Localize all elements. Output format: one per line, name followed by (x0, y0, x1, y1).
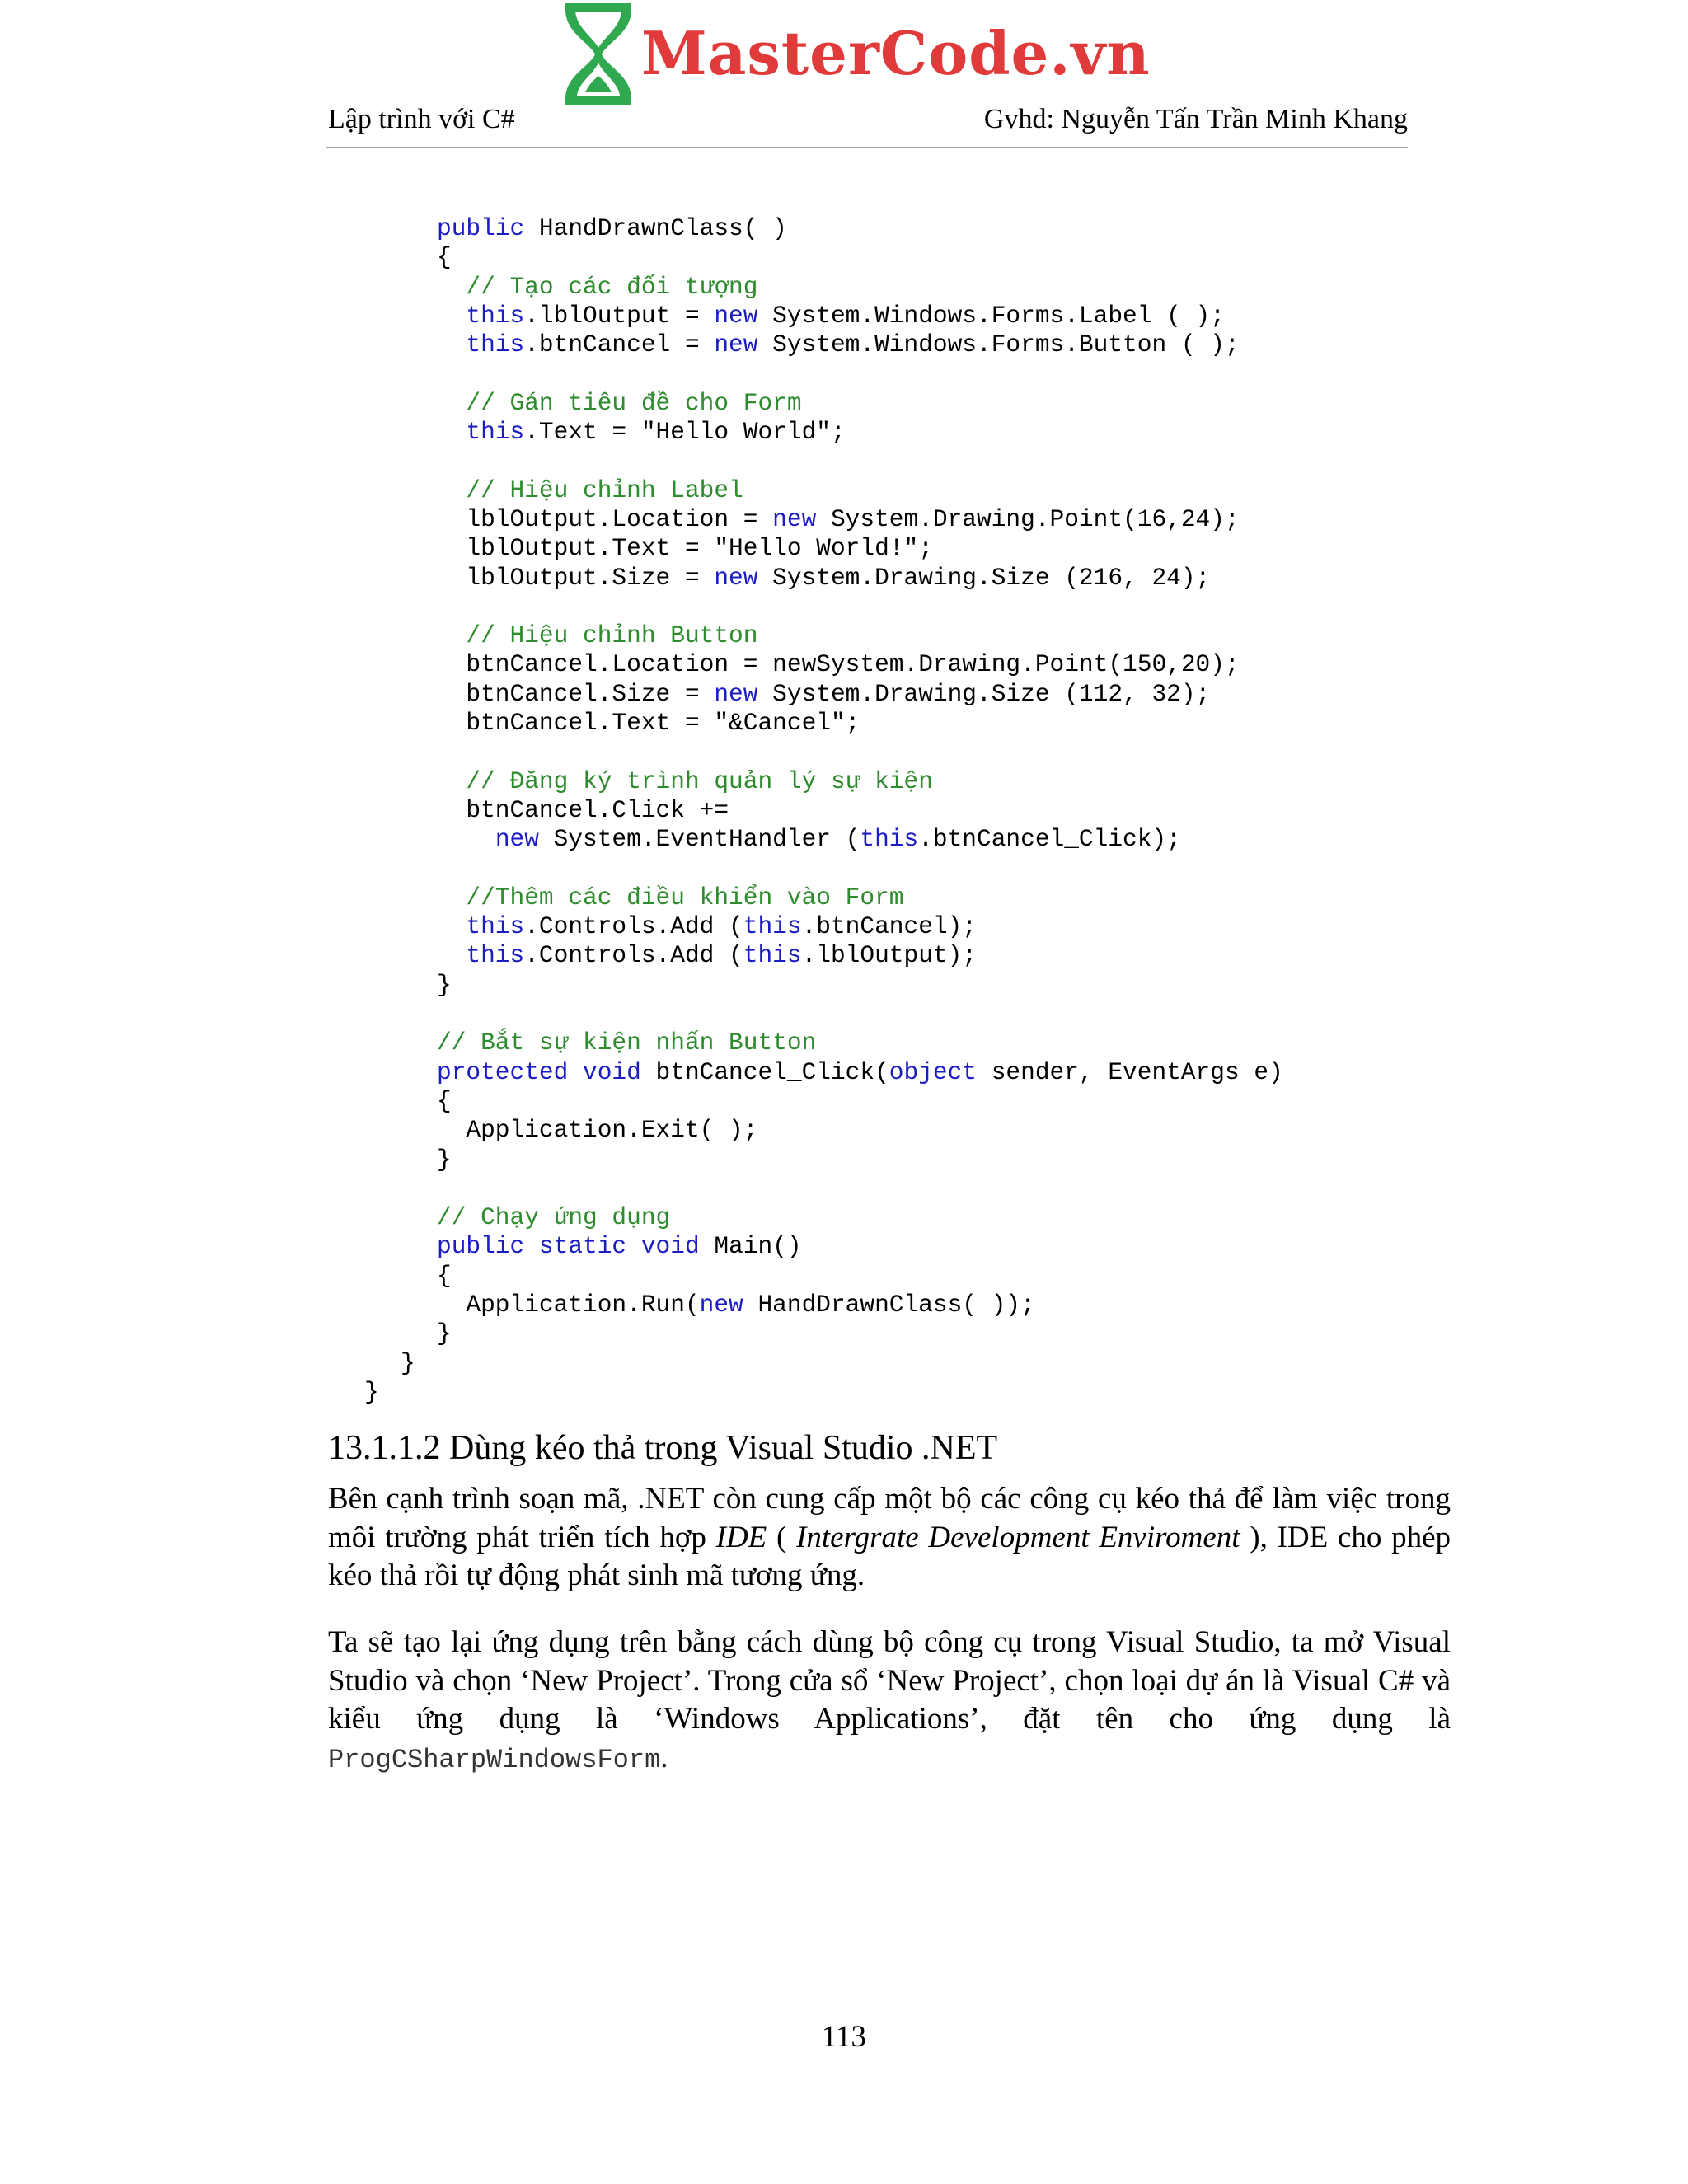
code-line (0, 650, 1688, 679)
code-keyword: void (583, 1057, 641, 1086)
code-line (0, 302, 1688, 330)
code-text: HandDrawnClass( )); (743, 1290, 1035, 1319)
code-line (0, 738, 1688, 766)
code-text: Main() (699, 1232, 802, 1261)
code-text: .btnCancel = (524, 330, 715, 359)
code-text (568, 1058, 583, 1086)
code-keyword: public (437, 214, 525, 242)
code-line (0, 1029, 1688, 1057)
code-line (0, 418, 1688, 447)
code-line (0, 1262, 1688, 1291)
code-text (524, 1232, 539, 1260)
code-line (0, 1058, 1688, 1087)
code-text (437, 941, 466, 969)
code-line (0, 1000, 1688, 1029)
code-line (0, 1349, 1688, 1378)
code-line (0, 564, 1688, 593)
code-keyword: this (860, 825, 919, 854)
code-text (437, 418, 466, 446)
code-comment: //Thêm các điều khiển vào Form (466, 883, 904, 912)
paragraph-new-project (328, 1624, 1451, 1779)
code-keyword: this (466, 912, 525, 941)
text-run: Ta sẽ tạo lại ứng dụng trên bằng cách dùng bộ công cụ trong Visual Studio, ta mở Visual Studio và chọn ‘New Project’. Trong cửa sổ ‘New Project’, chọn loại dự án là Visual C# và kiểu ứng dụng là ‘Windows Applications’, đặt tên cho ứng dụng là (328, 1625, 1451, 1736)
logo (560, 0, 1151, 111)
code-keyword: new (772, 504, 817, 533)
code-text: .Controls.Add ( (524, 941, 743, 970)
code-text: HandDrawnClass( ) (524, 214, 787, 242)
code-line (0, 1232, 1688, 1261)
code-line (0, 621, 1688, 650)
code-line (0, 1203, 1688, 1232)
code-text: .btnCancel_Click); (918, 825, 1181, 854)
code-comment: // Gán tiêu đề cho Form (466, 388, 802, 417)
section-title: 13.1.1.2 Dùng kéo thả trong Visual Studio .NET (328, 1429, 998, 1467)
code-line (0, 912, 1688, 941)
code-line (0, 680, 1688, 709)
code-listing (0, 214, 1688, 1407)
text-run: ( (767, 1520, 797, 1554)
code-line (0, 825, 1688, 854)
header-divider (326, 147, 1408, 148)
code-comment: // Chạy ứng dụng (437, 1203, 671, 1232)
code-line (0, 1087, 1688, 1116)
code-line (0, 359, 1688, 388)
code-text (437, 883, 466, 912)
code-text: sender, EventArgs e) (977, 1057, 1283, 1086)
code-line (0, 214, 1688, 243)
code-keyword: new (714, 301, 758, 330)
code-text (437, 621, 466, 649)
code-line (0, 243, 1688, 272)
code-keyword: this (466, 941, 525, 970)
code-text: btnCancel_Click( (640, 1057, 889, 1086)
code-line (0, 1116, 1688, 1145)
code-text (437, 825, 495, 853)
code-line (0, 273, 1688, 302)
code-line (0, 505, 1688, 534)
code-keyword: new (495, 825, 539, 854)
code-line (0, 593, 1688, 621)
code-keyword: object (889, 1057, 978, 1086)
code-text (437, 476, 466, 504)
code-line (0, 447, 1688, 476)
code-line (0, 389, 1688, 418)
code-comment: // Hiệu chỉnh Label (466, 476, 743, 504)
emphasis-ide: IDE (715, 1520, 767, 1554)
code-keyword: this (466, 301, 525, 330)
header-course-title: Lập trình với C# (328, 104, 515, 134)
page-number: 113 (821, 2020, 867, 2054)
code-keyword: new (699, 1290, 743, 1319)
code-text: .lblOutput = (524, 301, 715, 330)
code-keyword: public (437, 1232, 525, 1261)
code-text: lblOutput.Text = "Hello World!"; (437, 534, 933, 563)
code-line (0, 941, 1688, 970)
code-text: System.Drawing.Size (112, 32); (757, 679, 1211, 708)
code-keyword: new (714, 330, 758, 359)
code-keyword: static (538, 1232, 627, 1261)
code-text: } (437, 970, 452, 999)
code-line (0, 796, 1688, 825)
code-text: } (364, 1377, 379, 1406)
text-run: Bên cạnh trình soạn mã, .NET còn cung cấp một bộ các công cụ kéo thả để làm việc trong môi trường phát triển tích hợp (328, 1482, 1451, 1554)
paragraph-ide-intro (328, 1480, 1451, 1596)
code-text: lblOutput.Size = (437, 563, 715, 592)
code-line (0, 1291, 1688, 1319)
code-comment: // Đăng ký trình quản lý sự kiện (466, 766, 933, 795)
code-text: System.Drawing.Point(16,24); (816, 504, 1240, 533)
text-run: ), IDE cho phép kéo thả rồi tự động phát sinh mã tương ứng. (328, 1520, 1451, 1592)
code-text: Application.Exit( ); (437, 1116, 758, 1145)
code-text: .Text = "Hello World"; (524, 418, 846, 447)
code-text: } (401, 1348, 415, 1377)
code-text (437, 302, 466, 330)
code-keyword: this (466, 418, 525, 447)
code-line (0, 1378, 1688, 1407)
code-text: { (437, 243, 452, 272)
code-keyword: this (466, 330, 525, 359)
code-text: Application.Run( (437, 1290, 700, 1319)
code-line (0, 767, 1688, 796)
code-text: System.Windows.Forms.Label ( ); (757, 301, 1225, 330)
emphasis-ide-full-name: Intergrate Development Enviroment (796, 1520, 1240, 1554)
code-text (437, 330, 466, 359)
code-line (0, 709, 1688, 738)
code-keyword: this (743, 912, 802, 941)
hourglass-icon (560, 0, 636, 109)
code-line (0, 1146, 1688, 1174)
header-instructor: Gvhd: Nguyễn Tấn Trần Minh Khang (983, 104, 1408, 134)
code-line (0, 971, 1688, 1000)
code-keyword: void (640, 1232, 700, 1261)
code-comment: // Tạo các đối tượng (466, 272, 758, 301)
code-comment: // Hiệu chỉnh Button (466, 621, 758, 650)
code-keyword: this (743, 941, 802, 970)
code-line (0, 534, 1688, 563)
code-line (0, 855, 1688, 883)
code-text: { (437, 1261, 452, 1290)
code-line (0, 1319, 1688, 1348)
code-text (437, 912, 466, 940)
code-text: .Controls.Add ( (524, 912, 743, 941)
code-text: } (437, 1145, 452, 1174)
code-text: lblOutput.Location = (437, 504, 773, 533)
code-text (437, 273, 466, 301)
code-text: .btnCancel); (801, 912, 978, 941)
code-line (0, 476, 1688, 505)
code-text: { (437, 1086, 452, 1115)
code-text (626, 1232, 641, 1260)
code-keyword: new (714, 563, 758, 592)
code-keyword: new (714, 679, 758, 708)
code-line (0, 330, 1688, 359)
code-text: } (437, 1319, 452, 1348)
code-line (0, 883, 1688, 912)
code-text: btnCancel.Location = newSystem.Drawing.Point(150,20); (437, 650, 1240, 679)
code-text: System.Drawing.Size (216, 24); (757, 563, 1211, 592)
code-text: System.Windows.Forms.Button ( ); (757, 330, 1240, 359)
code-text (437, 767, 466, 795)
text-run: . (660, 1740, 668, 1774)
code-text: System.EventHandler ( (538, 825, 860, 854)
logo-text: MasterCode.vn (641, 18, 1151, 88)
code-text: .lblOutput); (801, 941, 978, 970)
code-text: btnCancel.Size = (437, 679, 715, 708)
code-line (0, 1174, 1688, 1203)
code-comment: // Bắt sự kiện nhấn Button (437, 1029, 817, 1057)
code-text: btnCancel.Click += (437, 795, 729, 824)
inline-code-project-name: ProgCSharpWindowsForm (328, 1744, 661, 1775)
code-keyword: protected (437, 1057, 569, 1086)
code-text: btnCancel.Text = "&Cancel"; (437, 709, 860, 738)
code-text (437, 389, 466, 417)
